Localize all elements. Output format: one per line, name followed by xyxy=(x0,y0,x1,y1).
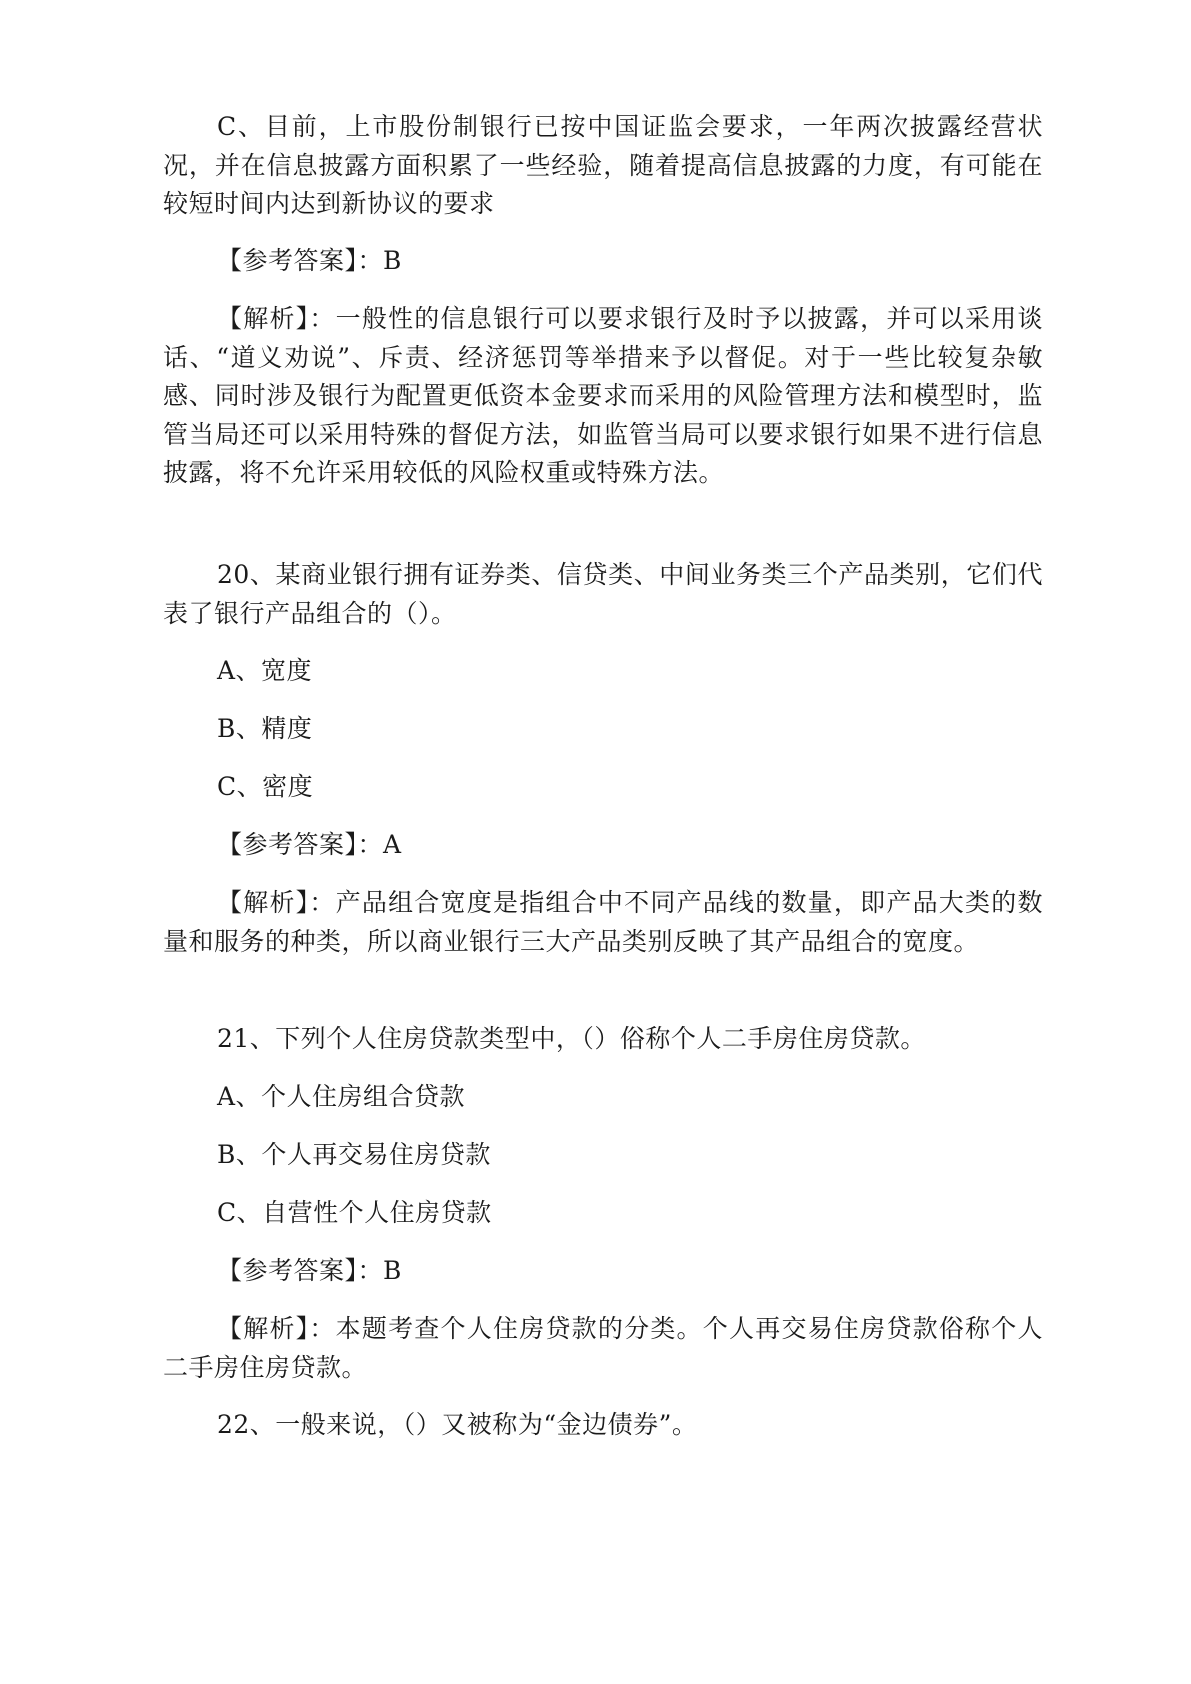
question-20-option-b: B、精度 xyxy=(217,714,313,743)
question-21-option-b: B、个人再交易住房贷款 xyxy=(217,1140,491,1169)
question-20: 20、某商业银行拥有证券类、信贷类、中间业务类三个产品类别，它们代表了银行产品组合的（）。 xyxy=(163,560,1043,628)
question-21-option-a: A、个人住房组合贷款 xyxy=(217,1082,466,1111)
analysis-19: 【解析】：一般性的信息银行可以要求银行及时予以披露，并可以采用谈话、“道义劝说”、斥责、经济惩罚等举措来予以督促。对于一些比较复杂敏感、同时涉及银行为配置更低资本金要求而采用的风险管理方法和模型时，监管当局还可以采用特殊的督促方法，如监管当局可以要求银行如果不进行信息披露，将不允许采用较低的风险权重或特殊方法。 xyxy=(163,304,1043,487)
analysis-21: 【解析】：本题考查个人住房贷款的分类。个人再交易住房贷款俗称个人二手房住房贷款。 xyxy=(163,1314,1043,1382)
question-20-option-c: C、密度 xyxy=(217,772,314,801)
question-21: 21、下列个人住房贷款类型中，（）俗称个人二手房住房贷款。 xyxy=(217,1024,926,1053)
reference-answer-20: 【参考答案】：A xyxy=(217,830,402,859)
option-c-previous-question: C、目前，上市股份制银行已按中国证监会要求，一年两次披露经营状况，并在信息披露方面积累了一些经验，随着提高信息披露的力度，有可能在较短时间内达到新协议的要求 xyxy=(163,112,1043,218)
question-22: 22、一般来说，（）又被称为“金边债券”。 xyxy=(217,1410,698,1439)
question-21-option-c: C、自营性个人住房贷款 xyxy=(217,1198,492,1227)
reference-answer-19: 【参考答案】：B xyxy=(217,246,402,275)
question-20-option-a: A、宽度 xyxy=(217,656,313,685)
analysis-20: 【解析】：产品组合宽度是指组合中不同产品线的数量，即产品大类的数量和服务的种类，所以商业银行三大产品类别反映了其产品组合的宽度。 xyxy=(163,888,1043,956)
reference-answer-21: 【参考答案】：B xyxy=(217,1256,402,1285)
